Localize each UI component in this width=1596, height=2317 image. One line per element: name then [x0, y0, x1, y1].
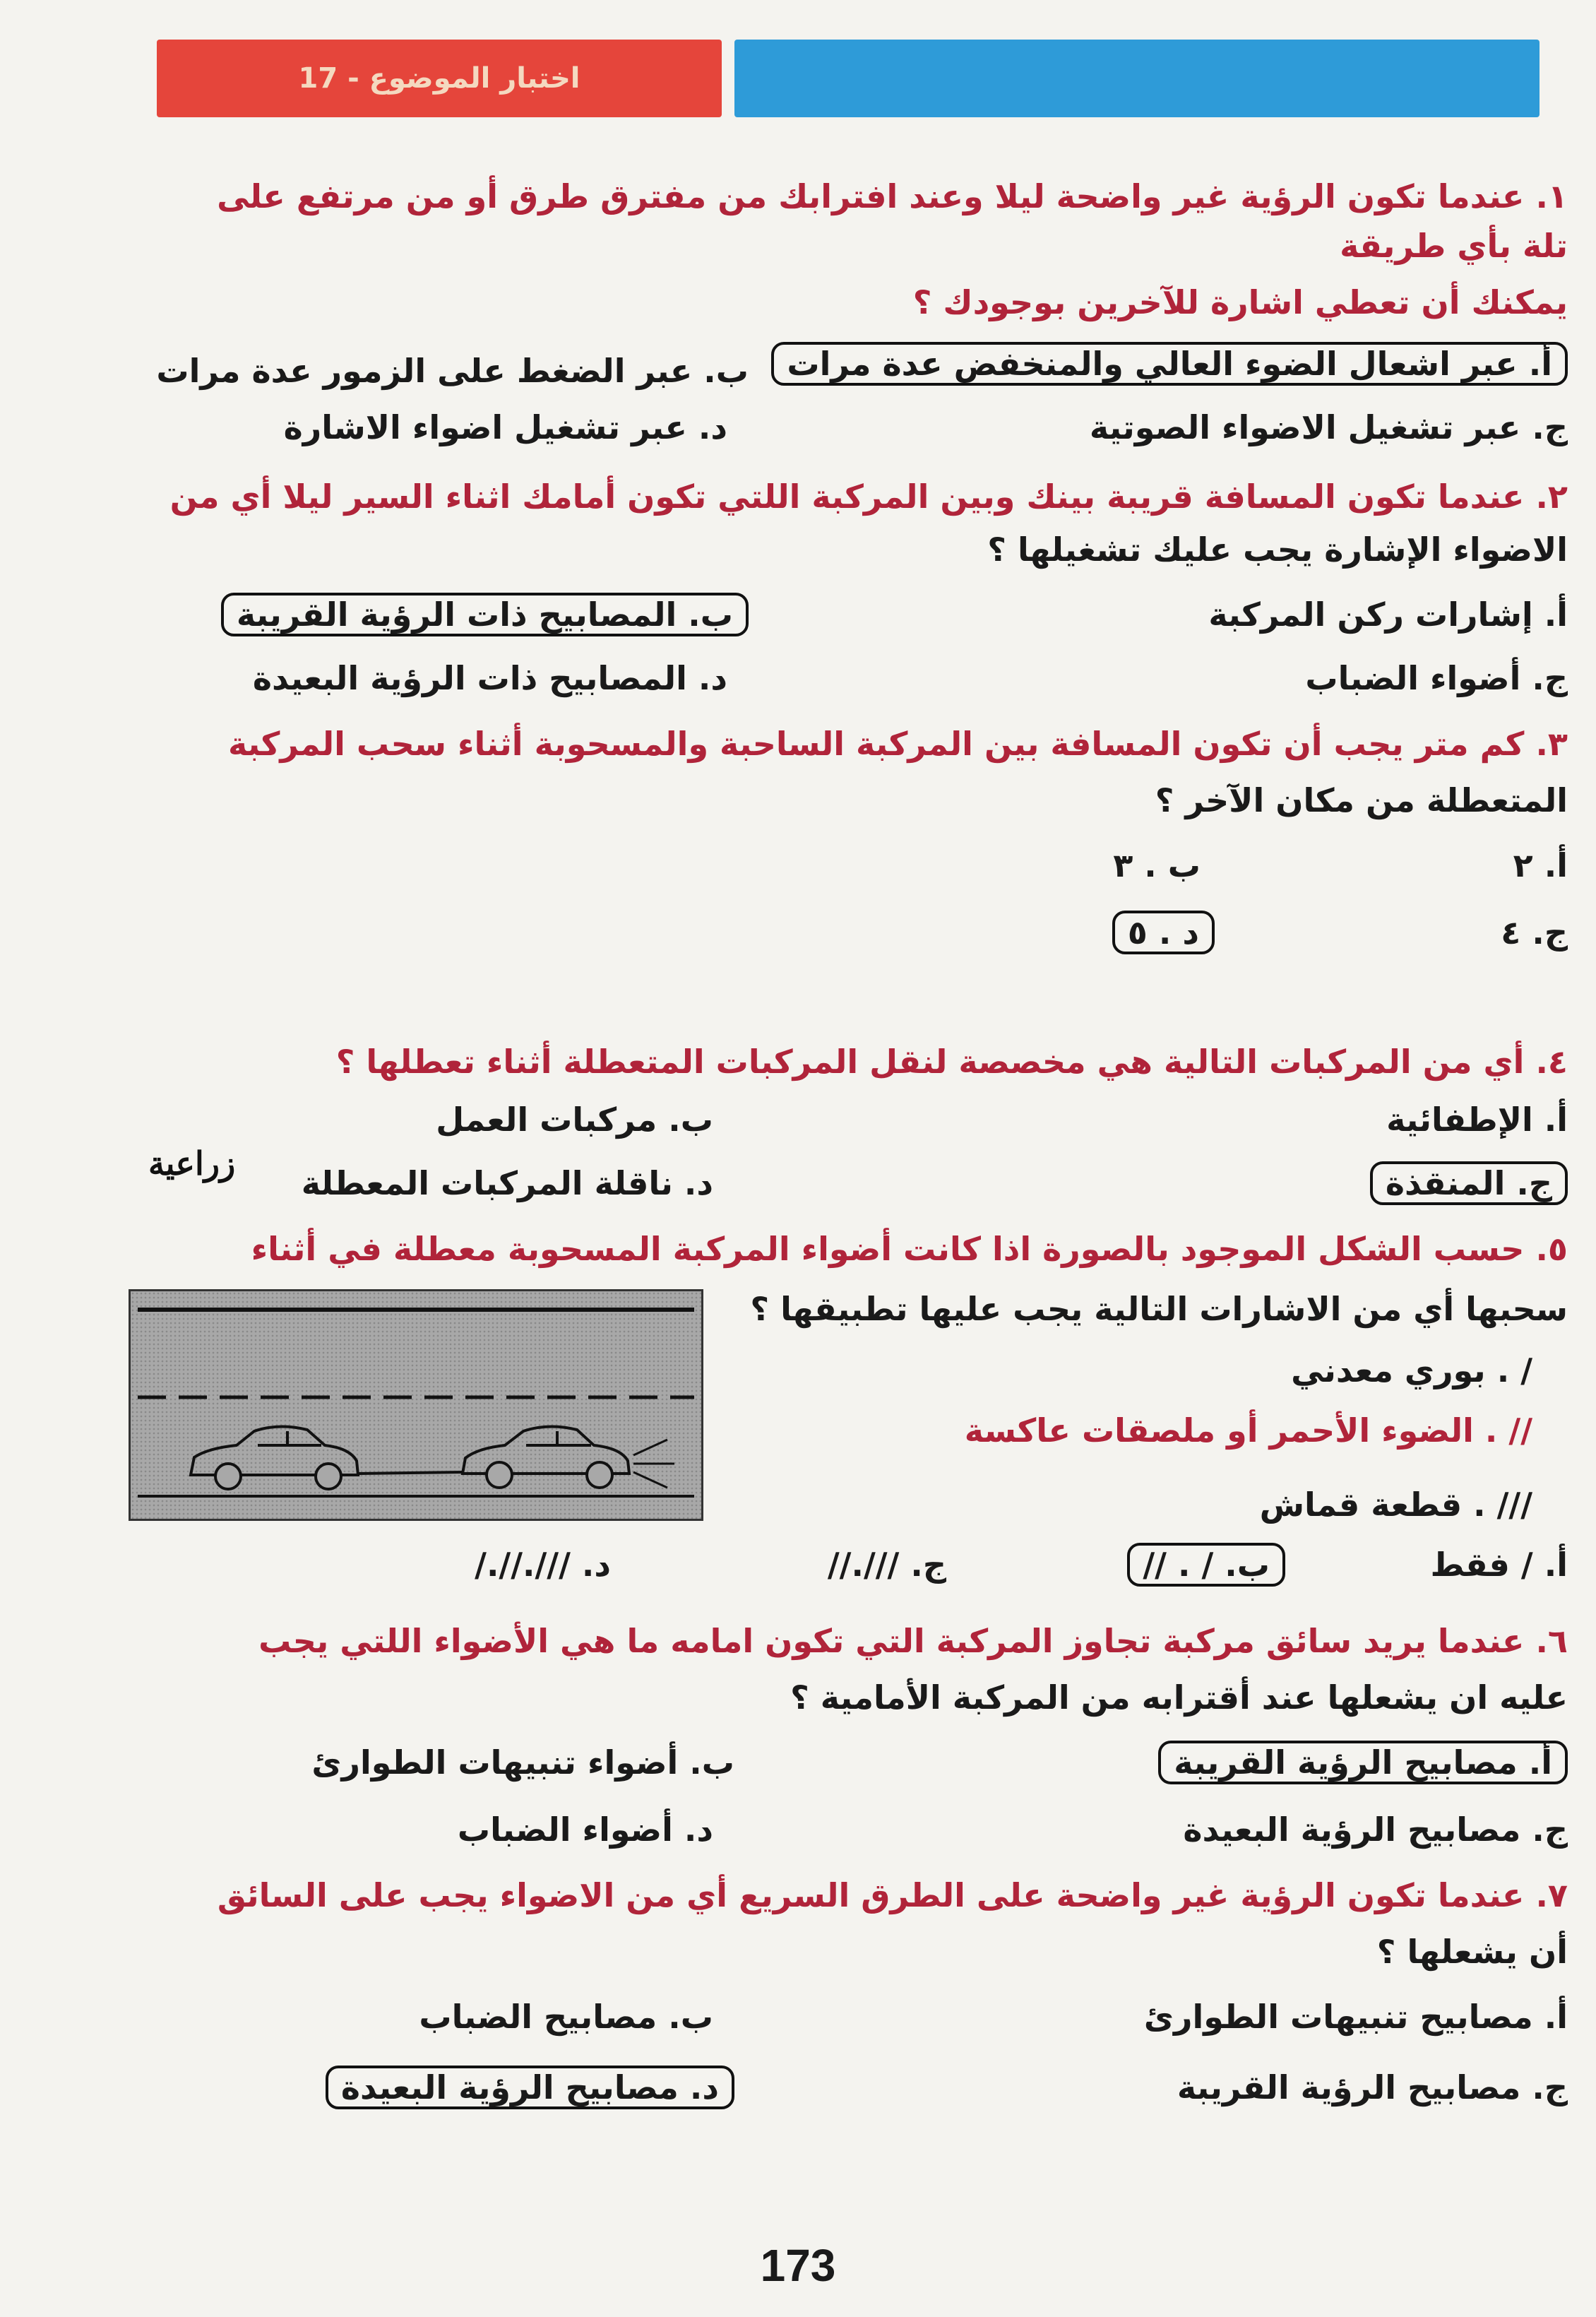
q1-option-a-circled: أ. عبر اشعال الضوء العالي والمنخفض عدة مرات: [771, 342, 1568, 386]
q3-option-d[interactable]: [1112, 908, 1215, 957]
q7-text-line1: ٧. عندما تكون الرؤية غير واضحة على الطرق السريع أي من الاضواء يجب على السائق: [217, 1876, 1568, 1914]
q4-handwritten-note: زراعية: [148, 1144, 236, 1183]
q7-option-a[interactable]: أ. مصابيح تنبيهات الطوارئ: [1143, 1998, 1568, 2036]
q5-option-b-circled: ب. / . //: [1127, 1543, 1285, 1587]
q5-item-i: / . بوري معدني: [1291, 1351, 1532, 1389]
q3-option-a[interactable]: أ. ٢: [1513, 846, 1568, 884]
q3-text-line1: ٣. كم متر يجب أن تكون المسافة بين المركبة الساحبة والمسحوبة أثناء سحب المركبة: [227, 725, 1568, 763]
header-title: اختبار الموضوع - 17: [298, 62, 580, 95]
q7-text-line2: أن يشعلها ؟: [1376, 1933, 1568, 1971]
q2-option-c[interactable]: ج. أضواء الضباب: [1305, 659, 1568, 697]
q5-option-a[interactable]: أ. / فقط: [1430, 1546, 1568, 1584]
q2-text-line1: ٢. عندما تكون المسافة قريبة بينك وبين المركبة اللتي تكون أمامك اثناء السير ليلا أي من: [169, 478, 1568, 516]
q7-option-d[interactable]: [326, 2063, 734, 2112]
q4-option-c-circled: ج. المنقذة: [1370, 1161, 1568, 1205]
towed-car-icon: [191, 1426, 358, 1489]
q4-option-d[interactable]: د. ناقلة المركبات المعطلة: [301, 1164, 713, 1202]
q2-option-a[interactable]: أ. إشارات ركن المركبة: [1208, 595, 1568, 634]
q6-option-a[interactable]: [1158, 1738, 1568, 1787]
q6-option-b[interactable]: ب. أضواء تنبيهات الطوارئ: [311, 1743, 734, 1782]
towing-cars-illustration: [131, 1291, 701, 1519]
q2-option-b-circled: ب. المصابيح ذات الرؤية القريبة: [221, 593, 749, 636]
q4-option-b[interactable]: ب. مركبات العمل: [436, 1101, 713, 1139]
page-number: 173: [760, 2240, 836, 2291]
q1-option-c[interactable]: ج. عبر تشغيل الاضواء الصوتية: [1089, 408, 1568, 446]
q6-option-d[interactable]: د. أضواء الضباب: [457, 1811, 713, 1849]
headlight-beams-icon: [633, 1440, 674, 1488]
q5-text-line1: ٥. حسب الشكل الموجود بالصورة اذا كانت أضواء المركبة المسحوبة معطلة في أثناء: [251, 1230, 1568, 1268]
q1-option-d[interactable]: د. عبر تشغيل اضواء الاشارة: [283, 408, 727, 446]
q7-option-b[interactable]: ب. مصابيح الضباب: [419, 1998, 713, 2036]
q4-option-c[interactable]: [1370, 1158, 1568, 1208]
q5-item-iii: /// . قطعة قماش: [1259, 1486, 1532, 1524]
q2-text-line2: الاضواء الإشارة يجب عليك تشغيلها ؟: [987, 531, 1568, 569]
towing-car-icon: [463, 1426, 629, 1488]
q1-text-line1: ١. عندما تكون الرؤية غير واضحة ليلا وعند افترابك من مفترق طرق أو من مرتفع على: [217, 177, 1568, 215]
q6-text-line2: عليه ان يشعلها عند أقترابه من المركبة الأمامية ؟: [790, 1678, 1568, 1717]
q1-text-line3: يمكنك أن تعطي اشارة للآخرين بوجودك ؟: [912, 283, 1568, 321]
header-blue-bar: [734, 40, 1540, 117]
q7-option-d-circled: د. مصابيح الرؤية البعيدة: [326, 2066, 734, 2109]
q3-option-c[interactable]: ج. ٤: [1501, 913, 1568, 952]
q5-option-c[interactable]: ج. ///.//: [827, 1546, 946, 1584]
towing-figure: [129, 1289, 703, 1521]
q5-option-b[interactable]: [1127, 1540, 1285, 1589]
tow-rope: [358, 1472, 463, 1474]
q4-option-a[interactable]: أ. الإطفائية: [1386, 1101, 1568, 1139]
q1-option-a[interactable]: [771, 339, 1568, 389]
q2-option-b[interactable]: [221, 590, 749, 639]
q2-option-d[interactable]: د. المصابيح ذات الرؤية البعيدة: [252, 659, 727, 697]
q1-option-b[interactable]: ب. عبر الضغط على الزمور عدة مرات: [156, 352, 749, 390]
q1-text-line2: تلة بأي طريقة: [1340, 227, 1568, 265]
q3-text-line2: المتعطلة من مكان الآخر ؟: [1155, 781, 1568, 819]
q3-option-d-circled: د . ٥: [1112, 911, 1215, 954]
q7-option-c[interactable]: ج. مصابيح الرؤية القريبة: [1177, 2068, 1568, 2106]
q4-text-line1: ٤. أي من المركبات التالية هي مخصصة لنقل المركبات المتعطلة أثناء تعطلها ؟: [335, 1043, 1568, 1081]
q3-option-b[interactable]: ب . ٣: [1113, 846, 1201, 884]
q6-option-c[interactable]: ج. مصابيح الرؤية البعيدة: [1183, 1811, 1568, 1849]
q5-item-ii: // . الضوء الأحمر أو ملصقات عاكسة: [964, 1411, 1532, 1450]
q6-text-line1: ٦. عندما يريد سائق مركبة تجاوز المركبة التي تكون امامه ما هي الأضواء اللتي يجب: [258, 1622, 1568, 1660]
q6-option-a-circled: أ. مصابيح الرؤية القريبة: [1158, 1741, 1568, 1784]
q5-text-line2: سحبها أي من الاشارات التالية يجب عليها تطبيقها ؟: [750, 1290, 1568, 1328]
q5-option-d[interactable]: د. ///.//./: [475, 1546, 611, 1584]
